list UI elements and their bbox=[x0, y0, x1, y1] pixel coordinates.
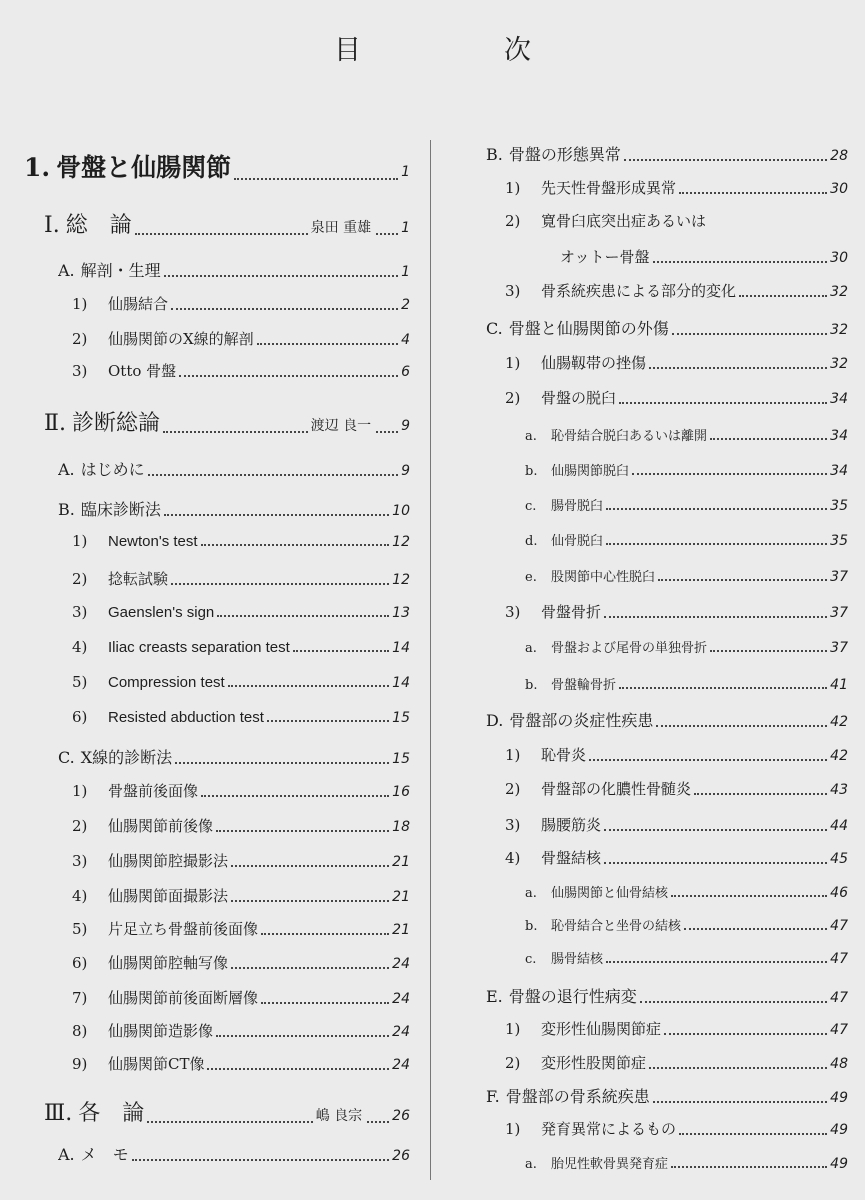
toc-entry-title: 片足立ち骨盤前後面像 bbox=[108, 920, 259, 938]
toc-entry-title: 総 論 bbox=[65, 213, 132, 238]
toc-entry bbox=[525, 948, 848, 967]
toc-entry-author: 渡辺 良一 bbox=[310, 418, 372, 434]
toc-entry-number: 2) bbox=[72, 817, 88, 835]
toc-entry bbox=[72, 532, 410, 550]
toc-entry-page: 12 bbox=[392, 534, 410, 550]
leader-dots bbox=[710, 650, 827, 652]
toc-entry-page: 45 bbox=[830, 851, 848, 867]
toc-entry bbox=[58, 745, 410, 768]
toc-entry-number: C. bbox=[486, 319, 503, 338]
toc-entry bbox=[505, 778, 848, 799]
toc-entry bbox=[72, 952, 410, 973]
leader-dots bbox=[171, 308, 398, 310]
leader-dots bbox=[653, 1101, 827, 1103]
toc-entry bbox=[72, 1020, 410, 1041]
column-divider bbox=[430, 140, 431, 1180]
toc-entry-author: 泉田 重雄 bbox=[310, 220, 372, 236]
toc-entry bbox=[505, 1118, 848, 1139]
toc-entry bbox=[505, 177, 848, 198]
leader-dots bbox=[164, 514, 389, 516]
toc-entry-number: 3) bbox=[505, 603, 521, 621]
leader-dots bbox=[201, 795, 389, 797]
toc-entry bbox=[505, 387, 848, 408]
toc-entry bbox=[525, 915, 848, 934]
toc-entry-title: 恥骨結合脱臼あるいは離開 bbox=[551, 429, 708, 444]
toc-entry-number: A. bbox=[58, 460, 75, 479]
toc-entry-page: 35 bbox=[830, 498, 848, 514]
toc-entry-title: Otto 骨盤 bbox=[108, 362, 177, 380]
toc-entry-title: X線的診断法 bbox=[80, 748, 173, 767]
toc-entry-title: Compression test bbox=[108, 674, 225, 691]
toc-entry-title: 解剖・生理 bbox=[80, 261, 161, 280]
toc-entry-title: 仙腸関節造影像 bbox=[108, 1022, 214, 1040]
toc-entry-title: メ モ bbox=[80, 1145, 129, 1164]
toc-entry-number: 5) bbox=[72, 920, 88, 938]
toc-entry-number: b. bbox=[525, 678, 538, 693]
toc-entry bbox=[72, 360, 410, 381]
toc-entry-title: 各 論 bbox=[78, 1101, 145, 1126]
toc-entry bbox=[44, 1096, 410, 1127]
toc-entry-title: 先天性骨盤形成異常 bbox=[541, 179, 677, 197]
toc-entry bbox=[72, 1053, 410, 1074]
toc-entry-page: 26 bbox=[392, 1108, 410, 1124]
toc-entry bbox=[525, 530, 848, 549]
toc-entry bbox=[486, 708, 848, 731]
leader-dots bbox=[231, 967, 389, 969]
toc-entry bbox=[505, 352, 848, 373]
toc-entry-number: b. bbox=[525, 464, 538, 479]
leader-dots bbox=[604, 829, 827, 831]
toc-entry-page: 32 bbox=[830, 322, 848, 338]
toc-entry-number: 6) bbox=[72, 954, 88, 972]
toc-entry-number: 3) bbox=[505, 282, 521, 300]
toc-entry bbox=[525, 1153, 848, 1172]
leader-dots bbox=[624, 159, 827, 161]
toc-entry bbox=[72, 780, 410, 801]
toc-entry-page: 37 bbox=[830, 640, 848, 656]
toc-entry-page: 43 bbox=[830, 782, 848, 798]
leader-dots bbox=[671, 1166, 827, 1168]
toc-entry bbox=[505, 814, 848, 835]
toc-entry-title: Newton's test bbox=[108, 533, 198, 550]
toc-entry-title: 骨盤と仙腸関節の外傷 bbox=[508, 319, 669, 338]
toc-entry-page: 37 bbox=[830, 569, 848, 585]
toc-entry-number: 2) bbox=[72, 330, 88, 348]
toc-entry bbox=[505, 1052, 848, 1073]
toc-entry-title: 骨盤結核 bbox=[541, 849, 602, 867]
leader-dots bbox=[207, 1068, 389, 1070]
toc-entry-number: 3) bbox=[505, 816, 521, 834]
toc-entry bbox=[525, 495, 848, 514]
toc-entry bbox=[72, 568, 410, 589]
toc-entry-number: 2) bbox=[505, 212, 521, 230]
toc-entry-title: 骨盤部の骨系統疾患 bbox=[505, 1087, 650, 1106]
leader-dots bbox=[658, 579, 827, 581]
toc-entry-page: 41 bbox=[830, 677, 848, 693]
toc-entry bbox=[72, 708, 410, 726]
leader-dots bbox=[664, 1033, 827, 1035]
leader-dots bbox=[261, 1002, 389, 1004]
toc-entry-title: オットー骨盤 bbox=[560, 248, 650, 266]
toc-entry-page: 4 bbox=[401, 332, 410, 348]
toc-entry-title: 骨盤前後面像 bbox=[108, 782, 199, 800]
leader-dots bbox=[653, 261, 828, 263]
leader-dots bbox=[604, 862, 827, 864]
toc-entry-number: a. bbox=[525, 886, 537, 901]
toc-entry-number: 1) bbox=[505, 1020, 521, 1038]
toc-entry-title: 仙腸関節と仙骨結核 bbox=[551, 886, 669, 901]
toc-entry bbox=[72, 850, 410, 871]
toc-entry-page: 21 bbox=[392, 922, 410, 938]
toc-entry-title: 発育異常によるもの bbox=[541, 1120, 677, 1138]
toc-entry-page: 34 bbox=[830, 428, 848, 444]
toc-entry-number: 3) bbox=[72, 852, 88, 870]
leader-dots bbox=[261, 933, 389, 935]
toc-entry-number: a. bbox=[525, 641, 537, 656]
toc-entry-number: 3) bbox=[72, 603, 88, 621]
toc-entry-title: Gaenslen's sign bbox=[108, 604, 215, 621]
toc-entry-title: 仙腸関節腔撮影法 bbox=[108, 852, 229, 870]
leader-dots bbox=[606, 961, 827, 963]
toc-entry-page: 1 bbox=[401, 164, 410, 180]
toc-entry bbox=[525, 637, 848, 656]
toc-entry-page: 32 bbox=[830, 284, 848, 300]
toc-entry-number: Ⅲ. bbox=[44, 1101, 73, 1126]
toc-entry-page: 49 bbox=[830, 1090, 848, 1106]
toc-entry-page: 1 bbox=[401, 220, 410, 236]
toc-entry-number: 1) bbox=[72, 295, 88, 313]
leader-dots bbox=[147, 1121, 312, 1123]
toc-entry-number: C. bbox=[58, 748, 75, 767]
toc-entry bbox=[58, 497, 410, 520]
leader-dots bbox=[228, 685, 389, 687]
toc-entry-number: a. bbox=[525, 429, 537, 444]
toc-entry-number: 5) bbox=[72, 673, 88, 691]
toc-entry-page: 24 bbox=[392, 956, 410, 972]
toc-entry-title: 仙腸関節脱臼 bbox=[551, 464, 630, 479]
toc-entry-number: a. bbox=[525, 1157, 537, 1172]
toc-entry-page: 24 bbox=[392, 1024, 410, 1040]
toc-entry-page: 47 bbox=[830, 951, 848, 967]
toc-entry-number: b. bbox=[525, 919, 538, 934]
toc-entry bbox=[505, 601, 848, 622]
leader-dots bbox=[604, 616, 827, 618]
leader-dots bbox=[231, 865, 389, 867]
toc-entry bbox=[44, 406, 410, 437]
toc-entry-number: E. bbox=[486, 987, 503, 1006]
toc-entry-title: 骨盤骨折 bbox=[541, 603, 602, 621]
leader-dots bbox=[672, 333, 827, 335]
toc-entry bbox=[525, 425, 848, 444]
toc-entry-title: Iliac creasts separation test bbox=[108, 639, 290, 656]
toc-entry-number: 9) bbox=[72, 1055, 88, 1073]
toc-entry-title: 仙腸関節CT像 bbox=[108, 1055, 205, 1073]
toc-entry-number: 1) bbox=[505, 354, 521, 372]
leader-dots bbox=[710, 438, 827, 440]
toc-entry-page: 15 bbox=[392, 751, 410, 767]
leader-dots bbox=[175, 762, 389, 764]
toc-entry-page: 14 bbox=[392, 640, 410, 656]
toc-entry-page: 47 bbox=[830, 990, 848, 1006]
toc-entry-page: 28 bbox=[830, 148, 848, 164]
leader-dots bbox=[684, 928, 827, 930]
toc-entry bbox=[505, 210, 848, 231]
toc-entry bbox=[72, 293, 410, 314]
toc-entry-number: Ⅱ. bbox=[44, 411, 66, 436]
toc-entry bbox=[525, 566, 848, 585]
toc-entry-number: 1. bbox=[24, 153, 51, 182]
toc-entry-page: 30 bbox=[830, 250, 848, 266]
toc-entry-title: 仙腸靱帯の挫傷 bbox=[541, 354, 647, 372]
toc-entry bbox=[505, 847, 848, 868]
toc-entry bbox=[72, 885, 410, 906]
toc-entry-title: はじめに bbox=[80, 460, 145, 479]
toc-entry bbox=[525, 882, 848, 901]
toc-entry-title: 仙骨脱臼 bbox=[551, 534, 604, 549]
toc-entry-page: 44 bbox=[830, 818, 848, 834]
toc-entry-title: 骨盤輪骨折 bbox=[551, 678, 617, 693]
toc-entry-title: 骨盤の退行性病変 bbox=[508, 987, 637, 1006]
toc-entry-page: 34 bbox=[830, 391, 848, 407]
toc-entry-number: 2) bbox=[505, 1054, 521, 1072]
toc-entry-page: 48 bbox=[830, 1056, 848, 1072]
toc-entry-number: d. bbox=[525, 534, 538, 549]
leader-dots bbox=[148, 474, 398, 476]
leader-dots bbox=[589, 759, 827, 761]
toc-entry-number: 6) bbox=[72, 708, 88, 726]
toc-entry bbox=[24, 148, 410, 184]
toc-entry-page: 21 bbox=[392, 889, 410, 905]
leader-dots bbox=[171, 583, 389, 585]
toc-entry-page: 14 bbox=[392, 675, 410, 691]
toc-entry-number: 2) bbox=[505, 780, 521, 798]
toc-entry bbox=[72, 638, 410, 656]
toc-entry bbox=[560, 246, 848, 267]
toc-entry-number: F. bbox=[486, 1087, 500, 1106]
toc-entry-number: 2) bbox=[505, 389, 521, 407]
leader-dots bbox=[163, 431, 308, 433]
leader-dots bbox=[376, 233, 398, 235]
toc-entry-page: 34 bbox=[830, 463, 848, 479]
toc-entry-title: 変形性仙腸関節症 bbox=[541, 1020, 662, 1038]
leader-dots bbox=[216, 1035, 389, 1037]
toc-entry bbox=[58, 1142, 410, 1165]
toc-entry-title: 胎児性軟骨異発育症 bbox=[551, 1157, 669, 1172]
leader-dots bbox=[656, 725, 827, 727]
leader-dots bbox=[234, 178, 398, 180]
leader-dots bbox=[649, 367, 827, 369]
leader-dots bbox=[649, 1067, 827, 1069]
toc-entry bbox=[486, 1084, 848, 1107]
toc-entry-title: 骨盤部の化膿性骨髄炎 bbox=[541, 780, 692, 798]
toc-entry-number: B. bbox=[58, 500, 75, 519]
toc-entry-title: 恥骨結合と坐骨の結核 bbox=[551, 919, 682, 934]
toc-entry-page: 49 bbox=[830, 1156, 848, 1172]
toc-entry-number: 1) bbox=[505, 179, 521, 197]
leader-dots bbox=[217, 615, 389, 617]
toc-entry-number: 1) bbox=[505, 1120, 521, 1138]
toc-entry-title: 仙腸関節腔軸写像 bbox=[108, 954, 229, 972]
toc-entry bbox=[505, 1018, 848, 1039]
toc-entry-title: Resisted abduction test bbox=[108, 709, 264, 726]
toc-entry bbox=[72, 918, 410, 939]
toc-entry-page: 15 bbox=[392, 710, 410, 726]
toc-entry-title: 骨盤と仙腸関節 bbox=[56, 153, 232, 182]
leader-dots bbox=[135, 233, 308, 235]
toc-entry-page: 49 bbox=[830, 1122, 848, 1138]
toc-entry-title: 股関節中心性脱臼 bbox=[551, 570, 656, 585]
toc-entry bbox=[58, 258, 410, 281]
toc-entry-page: 2 bbox=[401, 297, 410, 313]
toc-entry-number: A. bbox=[58, 1145, 75, 1164]
leader-dots bbox=[606, 508, 827, 510]
leader-dots bbox=[619, 687, 827, 689]
toc-entry-page: 30 bbox=[830, 181, 848, 197]
toc-entry-title: 仙腸関節面撮影法 bbox=[108, 887, 229, 905]
toc-entry bbox=[486, 142, 848, 165]
leader-dots bbox=[619, 402, 827, 404]
toc-entry-number: 2) bbox=[72, 570, 88, 588]
leader-dots bbox=[267, 720, 389, 722]
toc-entry-page: 18 bbox=[392, 819, 410, 835]
leader-dots bbox=[606, 543, 827, 545]
leader-dots bbox=[671, 895, 827, 897]
toc-entry-page: 42 bbox=[830, 748, 848, 764]
toc-entry-number: 4) bbox=[72, 638, 88, 656]
toc-entry-title: 骨系統疾患による部分的変化 bbox=[541, 282, 737, 300]
toc-entry bbox=[72, 987, 410, 1008]
leader-dots bbox=[231, 900, 389, 902]
toc-entry bbox=[525, 460, 848, 479]
toc-entry-page: 32 bbox=[830, 356, 848, 372]
toc-entry-page: 47 bbox=[830, 1022, 848, 1038]
toc-entry-title: 仙腸結合 bbox=[108, 295, 169, 313]
leader-dots bbox=[179, 375, 398, 377]
toc-entry bbox=[72, 673, 410, 691]
toc-entry bbox=[72, 815, 410, 836]
leader-dots bbox=[694, 793, 827, 795]
toc-entry-number: e. bbox=[525, 570, 537, 585]
leader-dots bbox=[367, 1121, 389, 1123]
toc-entry-title: 変形性股関節症 bbox=[541, 1054, 647, 1072]
toc-entry-page: 35 bbox=[830, 533, 848, 549]
toc-entry-page: 1 bbox=[401, 264, 410, 280]
leader-dots bbox=[679, 1133, 827, 1135]
toc-entry bbox=[44, 208, 410, 239]
toc-entry-number: A. bbox=[58, 261, 75, 280]
toc-entry-number: 1) bbox=[72, 532, 88, 550]
leader-dots bbox=[293, 650, 389, 652]
toc-entry-title: 恥骨炎 bbox=[541, 746, 587, 764]
toc-entry bbox=[72, 603, 410, 621]
toc-entry-page: 16 bbox=[392, 784, 410, 800]
toc-entry-number: 7) bbox=[72, 989, 88, 1007]
toc-entry-page: 12 bbox=[392, 572, 410, 588]
toc-entry-page: 42 bbox=[830, 714, 848, 730]
toc-entry-number: 8) bbox=[72, 1022, 88, 1040]
toc-entry-page: 9 bbox=[401, 463, 410, 479]
toc-entry-title: 腸腰筋炎 bbox=[541, 816, 602, 834]
toc-entry-author: 嶋 良宗 bbox=[315, 1108, 363, 1124]
toc-entry-page: 47 bbox=[830, 918, 848, 934]
toc-entry-page: 9 bbox=[401, 418, 410, 434]
leader-dots bbox=[132, 1159, 390, 1161]
toc-entry bbox=[58, 457, 410, 480]
toc-entry-title: 骨盤部の炎症性疾患 bbox=[509, 711, 654, 730]
toc-entry-page: 46 bbox=[830, 885, 848, 901]
toc-entry-title: 腸骨結核 bbox=[551, 952, 604, 967]
toc-entry-page: 13 bbox=[392, 605, 410, 621]
toc-entry-page: 24 bbox=[392, 991, 410, 1007]
leader-dots bbox=[632, 473, 827, 475]
toc-entry-title: 腸骨脱臼 bbox=[551, 499, 604, 514]
toc-entry-number: D. bbox=[486, 711, 504, 730]
toc-entry-page: 10 bbox=[392, 503, 410, 519]
toc-entry-page: 24 bbox=[392, 1057, 410, 1073]
leader-dots bbox=[640, 1001, 827, 1003]
toc-entry bbox=[486, 984, 848, 1007]
toc-entry-title: 捻転試験 bbox=[108, 570, 169, 588]
toc-entry-title: 臨床診断法 bbox=[80, 500, 161, 519]
toc-entry bbox=[525, 674, 848, 693]
toc-entry-number: B. bbox=[486, 145, 503, 164]
leader-dots bbox=[201, 544, 390, 546]
toc-entry-title: 寛骨臼底突出症あるいは bbox=[541, 212, 707, 230]
toc-entry-page: 6 bbox=[401, 364, 410, 380]
toc-entry-number: 1) bbox=[505, 746, 521, 764]
toc-entry bbox=[505, 744, 848, 765]
toc-entry-number: 4) bbox=[72, 887, 88, 905]
toc-entry-title: 診断総論 bbox=[71, 411, 160, 436]
toc-entry-title: 骨盤の形態異常 bbox=[508, 145, 621, 164]
toc-entry-number: 1) bbox=[72, 782, 88, 800]
toc-entry bbox=[72, 328, 410, 349]
toc-entry-number: 3) bbox=[72, 362, 88, 380]
toc-entry-title: 骨盤の脱臼 bbox=[541, 389, 617, 407]
toc-entry-page: 21 bbox=[392, 854, 410, 870]
toc-entry-number: 4) bbox=[505, 849, 521, 867]
toc-entry-title: 仙腸関節前後像 bbox=[108, 817, 214, 835]
toc-entry bbox=[505, 280, 848, 301]
leader-dots bbox=[679, 192, 827, 194]
leader-dots bbox=[376, 431, 398, 433]
leader-dots bbox=[164, 275, 398, 277]
toc-entry-title: 骨盤および尾骨の単独骨折 bbox=[551, 641, 708, 656]
toc-entry-number: c. bbox=[525, 952, 537, 967]
toc-entry bbox=[486, 316, 848, 339]
toc-entry-title: 仙腸関節前後面断層像 bbox=[108, 989, 259, 1007]
toc-entry-number: c. bbox=[525, 499, 537, 514]
toc-entry-number: Ⅰ. bbox=[44, 213, 60, 238]
toc-entry-page: 26 bbox=[392, 1148, 410, 1164]
toc-entry-page: 37 bbox=[830, 605, 848, 621]
leader-dots bbox=[739, 295, 827, 297]
leader-dots bbox=[216, 830, 389, 832]
toc-entry-title: 仙腸関節のX線的解剖 bbox=[108, 330, 254, 348]
leader-dots bbox=[257, 343, 398, 345]
page-title: 目 次 bbox=[334, 35, 589, 66]
